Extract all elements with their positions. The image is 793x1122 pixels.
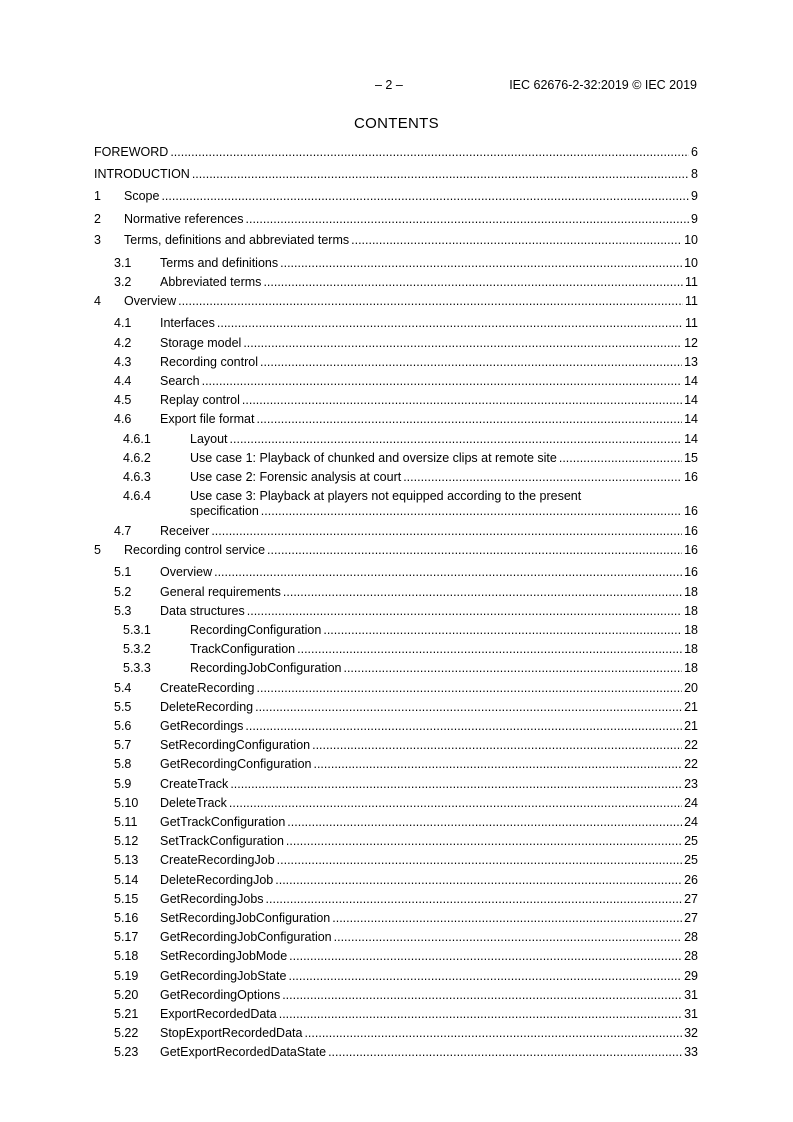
- toc-entry-label: Overview: [160, 565, 213, 579]
- toc-entry-text: [160, 275, 698, 290]
- dot-leader: [323, 623, 682, 638]
- toc-entry-label: SetRecordingJobMode: [160, 949, 288, 963]
- toc-entry-page: 9: [691, 189, 698, 203]
- toc-entry[interactable]: [94, 949, 698, 964]
- dot-leader: [312, 738, 682, 753]
- toc-entry-number: 5.19: [114, 969, 139, 983]
- toc-entry-number: 5.2: [114, 585, 132, 599]
- dot-leader: [257, 681, 683, 696]
- dot-leader: [277, 853, 682, 868]
- dot-leader: [263, 275, 683, 290]
- toc-entry-number: 5.22: [114, 1026, 139, 1040]
- toc-entry-text: [160, 604, 698, 619]
- dot-leader: [246, 212, 690, 227]
- dot-leader: [230, 777, 682, 792]
- toc-entry[interactable]: [94, 212, 698, 227]
- dot-leader: [242, 393, 682, 408]
- toc-entry[interactable]: [94, 719, 698, 734]
- toc-entry-label: Layout: [190, 432, 228, 446]
- toc-entry-number: 5.8: [114, 757, 132, 771]
- toc-entry-label: INTRODUCTION: [94, 167, 190, 181]
- toc-entry-number: 5.12: [114, 834, 139, 848]
- toc-entry[interactable]: [94, 256, 698, 271]
- toc-entry-number: 5.20: [114, 988, 139, 1002]
- toc-entry-label: RecordingConfiguration: [190, 623, 322, 637]
- toc-entry-text: [160, 1026, 698, 1041]
- toc-entry-text: [160, 892, 698, 907]
- toc-entry[interactable]: [94, 316, 698, 331]
- toc-entry-label: Storage model: [160, 336, 242, 350]
- dot-leader: [161, 189, 689, 204]
- toc-entry-number: 4.4: [114, 374, 132, 388]
- toc-entry-text: [160, 873, 698, 888]
- toc-entry-text: [160, 969, 698, 984]
- toc-entry-page: 9: [691, 212, 698, 226]
- toc-entry-number: 5.3.2: [123, 642, 151, 656]
- toc-entry-text: [160, 719, 698, 734]
- toc-entry-label: GetRecordings: [160, 719, 244, 733]
- toc-entry[interactable]: [94, 738, 698, 753]
- toc-entry-number: 5.6: [114, 719, 132, 733]
- toc-entry[interactable]: [94, 681, 698, 696]
- toc-entry-page: 28: [684, 930, 698, 944]
- toc-entry-text: [160, 585, 698, 600]
- toc-entry-text: [160, 757, 698, 772]
- toc-entry[interactable]: [94, 815, 698, 830]
- toc-entry-text: [190, 470, 698, 485]
- toc-entry-number: 5.3.1: [123, 623, 151, 637]
- toc-entry-label: FOREWORD: [94, 145, 169, 159]
- dot-leader: [275, 873, 682, 888]
- toc-entry-text: [124, 294, 698, 309]
- toc-entry-page: 11: [685, 275, 698, 289]
- toc-entry-number: 5.10: [114, 796, 139, 810]
- toc-entry-page: 32: [684, 1026, 698, 1040]
- toc-entry[interactable]: [94, 374, 698, 389]
- toc-entry[interactable]: [94, 988, 698, 1003]
- toc-entry[interactable]: [94, 757, 698, 772]
- toc-entry[interactable]: [94, 1026, 698, 1041]
- toc-entry-number: 4.6.1: [123, 432, 151, 446]
- toc-entry-text: [160, 815, 698, 830]
- toc-entry-number: 5.14: [114, 873, 139, 887]
- dot-leader: [287, 815, 682, 830]
- toc-entry-label: SetRecordingJobConfiguration: [160, 911, 331, 925]
- toc-entry-number: 2: [94, 212, 101, 226]
- dot-leader: [230, 432, 683, 447]
- toc-entry[interactable]: [94, 604, 698, 619]
- toc-entry-page: 26: [684, 873, 698, 887]
- toc-entry[interactable]: [94, 275, 698, 290]
- toc-entry[interactable]: [94, 393, 698, 408]
- dot-leader: [313, 757, 682, 772]
- toc-entry[interactable]: [94, 355, 698, 370]
- toc-entry-page: 18: [684, 623, 698, 637]
- toc-entry-page: 33: [684, 1045, 698, 1059]
- dot-leader: [289, 949, 682, 964]
- dot-leader: [260, 355, 682, 370]
- toc-entry-number: 5.21: [114, 1007, 139, 1021]
- toc-entry-text: [160, 524, 698, 539]
- toc-entry-page: 25: [684, 853, 698, 867]
- toc-entry[interactable]: [94, 777, 698, 792]
- toc-entry-number: 4.3: [114, 355, 132, 369]
- toc-entry-page: 15: [684, 451, 698, 465]
- toc-entry-page: 21: [684, 719, 698, 733]
- toc-entry-page: 16: [684, 565, 698, 579]
- toc-entry[interactable]: [94, 543, 698, 558]
- toc-entry-label: Interfaces: [160, 316, 215, 330]
- toc-entry[interactable]: [94, 1007, 698, 1022]
- toc-entry[interactable]: [94, 145, 698, 160]
- dot-leader: [279, 1007, 682, 1022]
- dot-leader: [288, 969, 682, 984]
- toc-entry-text: [160, 393, 698, 408]
- toc-entry[interactable]: [94, 642, 698, 657]
- toc-entry-number: 5.13: [114, 853, 139, 867]
- toc-entry-text: [160, 681, 698, 696]
- toc-entry-label: Overview: [124, 294, 177, 308]
- toc-entry-number: 4: [94, 294, 101, 308]
- toc-entry-label: Export file format: [160, 412, 255, 426]
- toc-entry-page: 27: [684, 911, 698, 925]
- toc-entry-text: [160, 738, 698, 753]
- toc-entry-text: [160, 911, 698, 926]
- dot-leader: [343, 661, 682, 676]
- toc-entry-text: [160, 316, 698, 331]
- dot-leader: [211, 524, 682, 539]
- toc-entry-page: 14: [684, 432, 698, 446]
- toc-entry-text: [160, 256, 698, 271]
- toc-entry-number: 3.2: [114, 275, 132, 289]
- toc-entry[interactable]: [94, 233, 698, 248]
- toc-entry-text: [160, 1007, 698, 1022]
- dot-leader: [247, 604, 682, 619]
- toc-entry-page: 14: [684, 393, 698, 407]
- toc-entry-number: 4.6.3: [123, 470, 151, 484]
- toc-entry-text: [160, 796, 698, 811]
- toc-entry[interactable]: [94, 489, 698, 519]
- dot-leader: [280, 256, 682, 271]
- toc-entry-page: 14: [684, 412, 698, 426]
- toc-entry-label: CreateRecording: [160, 681, 255, 695]
- toc-entry-number: 5.4: [114, 681, 132, 695]
- toc-entry-label: RecordingJobConfiguration: [190, 661, 342, 675]
- toc-entry-label: Normative references: [124, 212, 244, 226]
- toc-entry-text: [94, 145, 698, 160]
- toc-entry-page: 11: [685, 316, 698, 330]
- toc-entry-label: Use case 1: Playback of chunked and oversize clips at remote site: [190, 451, 557, 465]
- toc-entry-page: 11: [685, 294, 698, 308]
- dot-leader: [559, 451, 682, 466]
- toc-entry[interactable]: [94, 623, 698, 638]
- toc-entry-number: 5.1: [114, 565, 132, 579]
- dot-leader: [178, 294, 683, 309]
- contents-title: CONTENTS: [354, 115, 439, 132]
- toc-entry-label: TrackConfiguration: [190, 642, 296, 656]
- toc-entry-text: [160, 988, 698, 1003]
- toc-entry-page: 18: [684, 585, 698, 599]
- toc-entry-text: [124, 212, 698, 227]
- toc-entry-text: [160, 1045, 698, 1060]
- page-number: – 2 –: [375, 78, 403, 92]
- toc-entry-page: 16: [684, 543, 698, 557]
- toc-entry-page: 22: [684, 757, 698, 771]
- toc-entry-page: 29: [684, 969, 698, 983]
- toc-entry-page: 16: [684, 470, 698, 484]
- dot-leader: [256, 412, 682, 427]
- dot-leader: [192, 167, 689, 182]
- toc-entry[interactable]: [94, 524, 698, 539]
- toc-entry-text: [160, 853, 698, 868]
- toc-entry[interactable]: [94, 700, 698, 715]
- toc-entry-page: 6: [691, 145, 698, 159]
- toc-entry-label: GetRecordingOptions: [160, 988, 281, 1002]
- page-header: [0, 77, 793, 93]
- toc-entry-number: 4.7: [114, 524, 132, 538]
- toc-entry-page: 20: [684, 681, 698, 695]
- toc-entry-number: 4.6: [114, 412, 132, 426]
- toc-entry-page: 31: [684, 1007, 698, 1021]
- toc-entry[interactable]: [94, 585, 698, 600]
- toc-entry-text: [160, 336, 698, 351]
- dot-leader: [245, 719, 682, 734]
- toc-entry-number: 5.3.3: [123, 661, 151, 675]
- toc-entry-label: Abbreviated terms: [160, 275, 262, 289]
- toc-entry-page: 18: [684, 604, 698, 618]
- toc-entry-label: GetRecordingConfiguration: [160, 757, 312, 771]
- toc-entry[interactable]: [94, 834, 698, 849]
- toc-entry[interactable]: [94, 336, 698, 351]
- dot-leader: [267, 543, 682, 558]
- toc-entry[interactable]: [94, 167, 698, 182]
- toc-entry-number: 4.5: [114, 393, 132, 407]
- dot-leader: [202, 374, 682, 389]
- toc-entry-label: Scope: [124, 189, 160, 203]
- dot-leader: [334, 930, 682, 945]
- toc-entry[interactable]: [94, 911, 698, 926]
- toc-entry[interactable]: [94, 873, 698, 888]
- toc-entry-number: 4.1: [114, 316, 132, 330]
- toc-entry[interactable]: [94, 1045, 698, 1060]
- toc-entry-number: 5.15: [114, 892, 139, 906]
- toc-entry-text: [190, 623, 698, 638]
- toc-entry[interactable]: [94, 189, 698, 204]
- toc-entry-number: 5.16: [114, 911, 139, 925]
- dot-leader: [266, 892, 683, 907]
- toc-entry-page: 24: [684, 796, 698, 810]
- toc-entry-text: [94, 167, 698, 182]
- toc-entry-text: [160, 777, 698, 792]
- toc-entry-page: 21: [684, 700, 698, 714]
- toc-entry-text: [124, 233, 698, 248]
- toc-entry[interactable]: [94, 969, 698, 984]
- toc-entry-page: 31: [684, 988, 698, 1002]
- toc-entry-label: DeleteTrack: [160, 796, 227, 810]
- toc-entry-text: [124, 189, 698, 204]
- toc-entry[interactable]: [94, 470, 698, 485]
- dot-leader: [351, 233, 682, 248]
- toc-entry-page: 23: [684, 777, 698, 791]
- toc-entry-label: GetRecordingJobs: [160, 892, 264, 906]
- dot-leader: [332, 911, 682, 926]
- toc-entry-page: 14: [684, 374, 698, 388]
- toc-entry-label: Use case 2: Forensic analysis at court: [190, 470, 402, 484]
- toc-entry-label: GetTrackConfiguration: [160, 815, 286, 829]
- toc-entry-label: GetExportRecordedDataState: [160, 1045, 327, 1059]
- toc-entry[interactable]: [94, 930, 698, 945]
- toc-entry-page: 12: [684, 336, 698, 350]
- toc-entry[interactable]: [94, 892, 698, 907]
- toc-entry-label: Recording control: [160, 355, 258, 369]
- toc-entry-text: [190, 432, 698, 447]
- toc-entry-label: Data structures: [160, 604, 245, 618]
- toc-entry-label: GetRecordingJobState: [160, 969, 287, 983]
- dot-leader: [328, 1045, 682, 1060]
- toc-entry-page: 28: [684, 949, 698, 963]
- toc-entry[interactable]: [94, 294, 698, 309]
- toc-entry-number: 1: [94, 189, 101, 203]
- toc-entry-page: 22: [684, 738, 698, 752]
- toc-entry-label: DeleteRecording: [160, 700, 254, 714]
- dot-leader: [243, 336, 682, 351]
- toc-entry-text: [160, 355, 698, 370]
- toc-entry[interactable]: [94, 432, 698, 447]
- toc-entry-text: [160, 930, 698, 945]
- dot-leader: [170, 145, 689, 160]
- toc-entry-number: 5.17: [114, 930, 139, 944]
- toc-entry-label: ExportRecordedData: [160, 1007, 277, 1021]
- toc-entry-label: Receiver: [160, 524, 210, 538]
- dot-leader: [297, 642, 682, 657]
- toc-entry-number: 5.11: [114, 815, 138, 829]
- toc-entry-number: 4.2: [114, 336, 132, 350]
- toc-entry-number: 3.1: [114, 256, 132, 270]
- toc-entry-page: 25: [684, 834, 698, 848]
- dot-leader: [214, 565, 682, 580]
- toc-entry-number: 5.9: [114, 777, 132, 791]
- toc-entry-page: 13: [684, 355, 698, 369]
- toc-entry[interactable]: [94, 565, 698, 580]
- toc-entry-label: CreateRecordingJob: [160, 853, 275, 867]
- toc-entry-number: 5.5: [114, 700, 132, 714]
- toc-entry[interactable]: [94, 661, 698, 676]
- toc-entry-label: Terms and definitions: [160, 256, 279, 270]
- toc-entry[interactable]: [94, 796, 698, 811]
- toc-entry-text: [160, 565, 698, 580]
- toc-entry-page: 18: [684, 642, 698, 656]
- toc-entry-text: [124, 543, 698, 558]
- dot-leader: [261, 504, 682, 519]
- dot-leader: [217, 316, 683, 331]
- toc-entry-text: [190, 661, 698, 676]
- toc-entry-label: GetRecordingJobConfiguration: [160, 930, 332, 944]
- toc-entry-page: 16: [684, 504, 698, 518]
- toc-entry-number: 4.6.4: [123, 489, 151, 503]
- toc-entry-label: General requirements: [160, 585, 281, 599]
- toc-entry-label-continued: specification: [190, 504, 259, 518]
- dot-leader: [283, 585, 682, 600]
- toc-entry-number: 3: [94, 233, 101, 247]
- toc-entry-label: Search: [160, 374, 200, 388]
- toc-entry-page: 16: [684, 524, 698, 538]
- toc-entry-number: 5.3: [114, 604, 132, 618]
- dot-leader: [255, 700, 682, 715]
- toc-entry-label: Replay control: [160, 393, 240, 407]
- toc-entry[interactable]: [94, 451, 698, 466]
- toc-entry-text: [160, 949, 698, 964]
- toc-entry-page: 18: [684, 661, 698, 675]
- toc-entry[interactable]: [94, 412, 698, 427]
- toc-entry-label: StopExportRecordedData: [160, 1026, 303, 1040]
- toc-entry-number: 4.6.2: [123, 451, 151, 465]
- toc-entry-page: 27: [684, 892, 698, 906]
- toc-entry[interactable]: [94, 853, 698, 868]
- toc-entry-number: 5.7: [114, 738, 132, 752]
- toc-entry-number: 5: [94, 543, 101, 557]
- toc-entry-text: [160, 834, 698, 849]
- toc-entry-page: 24: [684, 815, 698, 829]
- dot-leader: [282, 988, 682, 1003]
- toc-entry-label: CreateTrack: [160, 777, 229, 791]
- dot-leader: [403, 470, 682, 485]
- standard-reference: IEC 62676-2-32:2019 © IEC 2019: [509, 78, 697, 92]
- toc-entry-label: SetRecordingConfiguration: [160, 738, 311, 752]
- toc-entry-page: 8: [691, 167, 698, 181]
- toc-entry-text: [190, 489, 698, 519]
- toc-entry-text: [160, 374, 698, 389]
- dot-leader: [304, 1026, 682, 1041]
- toc-entry-text: [190, 642, 698, 657]
- toc-entry-text: [160, 700, 698, 715]
- dot-leader: [229, 796, 682, 811]
- toc-entry-text: [190, 451, 698, 466]
- toc-entry-number: 5.18: [114, 949, 139, 963]
- dot-leader: [286, 834, 682, 849]
- toc-entry-label: Terms, definitions and abbreviated terms: [124, 233, 350, 247]
- toc-entry-page: 10: [684, 233, 698, 247]
- toc-entry-text: [160, 412, 698, 427]
- toc-entry-label: SetTrackConfiguration: [160, 834, 284, 848]
- toc-entry-number: 5.23: [114, 1045, 139, 1059]
- toc-entry-label: DeleteRecordingJob: [160, 873, 274, 887]
- toc-entry-page: 10: [684, 256, 698, 270]
- toc-entry-label: Recording control service: [124, 543, 266, 557]
- toc-entry-label: Use case 3: Playback at players not equipped according to the present: [190, 489, 582, 503]
